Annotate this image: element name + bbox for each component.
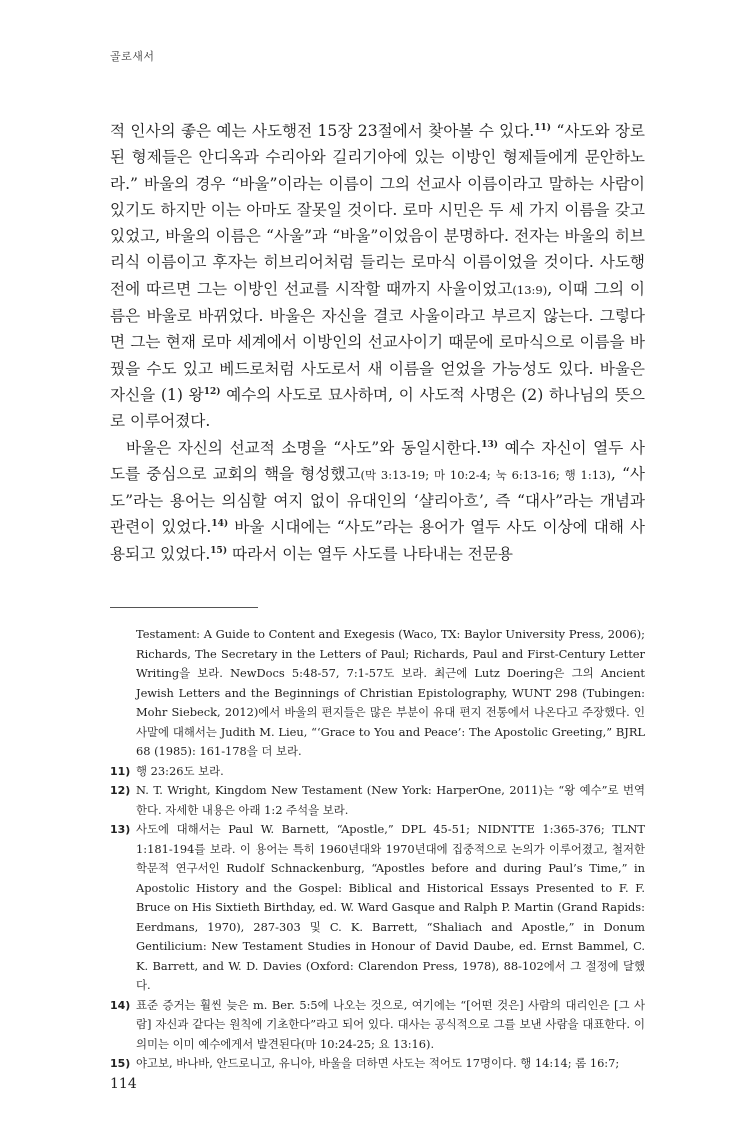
footnote-13 bbox=[110, 820, 645, 996]
text-run: 바울은 자신의 선교적 소명을 “사도”와 동일시한다. bbox=[126, 438, 482, 457]
paragraph-2 bbox=[110, 435, 645, 567]
footnote-text: 표준 증거는 훨씬 늦은 m. Ber. 5:5에 나오는 것으로, 여기에는 “[어떤 것은] 사람의 대리인은 [그 사람] 자신과 같다는 원칙에 기초한다”라고 되어 있다. 대사는 공식적으로 그를 보낸 사람을 대표한다. 이 의미는 이미 예수에게서 발견된다(마 10:24-25; 요 13:16). bbox=[136, 997, 645, 1051]
footnote-12 bbox=[110, 781, 645, 820]
text-run: 예수 자신이 열두 사도를 중심으로 교회의 핵을 형성했고 bbox=[110, 438, 645, 483]
text-run: 바울 시대에는 “사도”라는 용어가 열두 사도 이상에 대해 사용되고 있었다. bbox=[110, 518, 645, 563]
footnote-ref[interactable]: 13) bbox=[481, 439, 499, 450]
footnote-text: N. T. Wright, Kingdom New Testament (New York: HarperOne, 2011)는 “왕 예수”로 번역한다. 자세한 내용은 아래 1:2 주석을 보라. bbox=[136, 783, 645, 817]
text-run: , “사도”라는 용어는 의심할 여지 없이 유대인의 ‘샬리아흐’, 즉 “대사”라는 개념과 관련이 있었다. bbox=[110, 464, 645, 537]
footnote-11 bbox=[110, 762, 645, 782]
page-number: 114 bbox=[110, 1076, 137, 1092]
footnote-continuation: Testament: A Guide to Content and Exegesis (Waco, TX: Baylor University Press, 2006); Richards, The Secretary in the Letters of Paul; Richards, Paul and First-Century Letter Writing을 보라. NewDocs 5:48-57, 7:1-57도 보라. 최근에 Lutz Doering은 그의 Ancient Jewish Letters and the Beginnings of Christian Epistolography, WUNT 298 (Tubingen: Mohr Siebeck, 2012)에서 바울의 편지들은 많은 부분이 유대 편지 전통에서 나온다고 주장했다. 인사말에 대해서는 Judith M. Lieu, “‘Grace to You and Peace’: The Apostolic Greeting,” BJRL 68 (1985): 161-178을 더 보라. bbox=[136, 627, 645, 758]
text-run: , 이때 그의 이름은 바울로 바뀌었다. 바울은 자신을 결코 사울이라고 부르지 않는다. 그렇다면 그는 현재 로마 세계에서 이방인의 선교사이기 때문에 로마식으로 이름을 바꿨을 수도 있고 베드로처럼 사도로서 새 이름을 얻었을 가능성도 있다. 바울은 자신을 (1) 왕 bbox=[110, 279, 645, 404]
footnote-ref[interactable]: 15) bbox=[210, 545, 228, 556]
footnote-15 bbox=[110, 1054, 645, 1074]
paragraph-1 bbox=[110, 118, 645, 435]
main-text bbox=[110, 118, 645, 567]
text-run: “사도와 장로 된 형제들은 안디옥과 수리아와 길리기아에 있는 이방인 형제들에게 문안하노라.” 바울의 경우 “바울”이라는 이름이 그의 선교사 이름이라고 말하는 사람이 있기도 하지만 이는 아마도 잘못일 것이다. 로마 시민은 두 세 가지 이름을 갖고 있었고, 바울의 이름은 “사울”과 “바울”이었음이 분명하다. 전자는 바울의 히브리식 이름이고 후자는 히브리어처럼 들리는 로마식 이름이었을 것이다. 사도행전에 따르면 그는 이방인 선교를 시작할 때까지 사울이었고 bbox=[110, 122, 645, 298]
footnote-number: 14) bbox=[110, 998, 131, 1012]
footnote-ref[interactable]: 12) bbox=[203, 386, 221, 397]
footnote-ref[interactable]: 11) bbox=[534, 122, 551, 133]
footnote-text: 야고보, 바나바, 안드로니고, 유니아, 바울을 더하면 사도는 적어도 17명이다. 행 14:14; 롬 16:7; bbox=[136, 1056, 620, 1070]
text-run: 따라서 이는 열두 사도를 나타내는 전문용 bbox=[227, 544, 513, 563]
footnote-ref[interactable]: 14) bbox=[211, 519, 229, 530]
text-run: 예수의 사도로 묘사하며, 이 사도적 사명은 (2) 하나님의 뜻으로 이루어졌다. bbox=[110, 385, 645, 431]
footnote-14 bbox=[110, 996, 645, 1055]
footnote-number: 11) bbox=[110, 764, 131, 778]
text-run: 적 인사의 좋은 예는 사도행전 15장 23절에서 찾아볼 수 있다. bbox=[110, 122, 535, 140]
footnote-number: 12) bbox=[110, 784, 131, 797]
footnote-divider bbox=[110, 607, 258, 608]
footnotes bbox=[110, 625, 645, 1074]
footnote-number: 15) bbox=[110, 1057, 131, 1070]
scripture-ref: (13:9) bbox=[512, 282, 548, 297]
footnote-text: 행 23:26도 보라. bbox=[136, 763, 224, 778]
footnote-number: 13) bbox=[110, 823, 131, 836]
scripture-ref: (막 3:13-19; 마 10:2-4; 눅 6:13-16; 행 1:13) bbox=[360, 467, 611, 482]
running-head: 골로새서 bbox=[110, 50, 155, 63]
footnote-text: 사도에 대해서는 Paul W. Barnett, “Apostle,” DPL 45-51; NIDNTTE 1:365-376; TLNT 1:181-194를 보라. 이 용어는 특히 1960년대와 1970년대에 집중적으로 논의가 이루어졌고, 철저한 학문적 연구서인 Rudolf Schnackenburg, “Apostles before and during Paul’s Time,” in Apostolic History and the Gospel: Biblical and Historical Essays Presented to F. F. Bruce on His Sixtieth Birthday, ed. W. Ward Gasque and Ralph P. Martin (Grand Rapids: Eerdmans, 1970), 287-303 및 C. K. Barrett, “Shaliach and Apostle,” in Donum Gentilicium: New Testament Studies in Honour of David Daube, ed. Ernst Bammel, C. K. Barrett, and W. D. Davies (Oxford: Clarendon Press, 1978), 88-102에서 그 절정에 달했다. bbox=[136, 822, 645, 992]
